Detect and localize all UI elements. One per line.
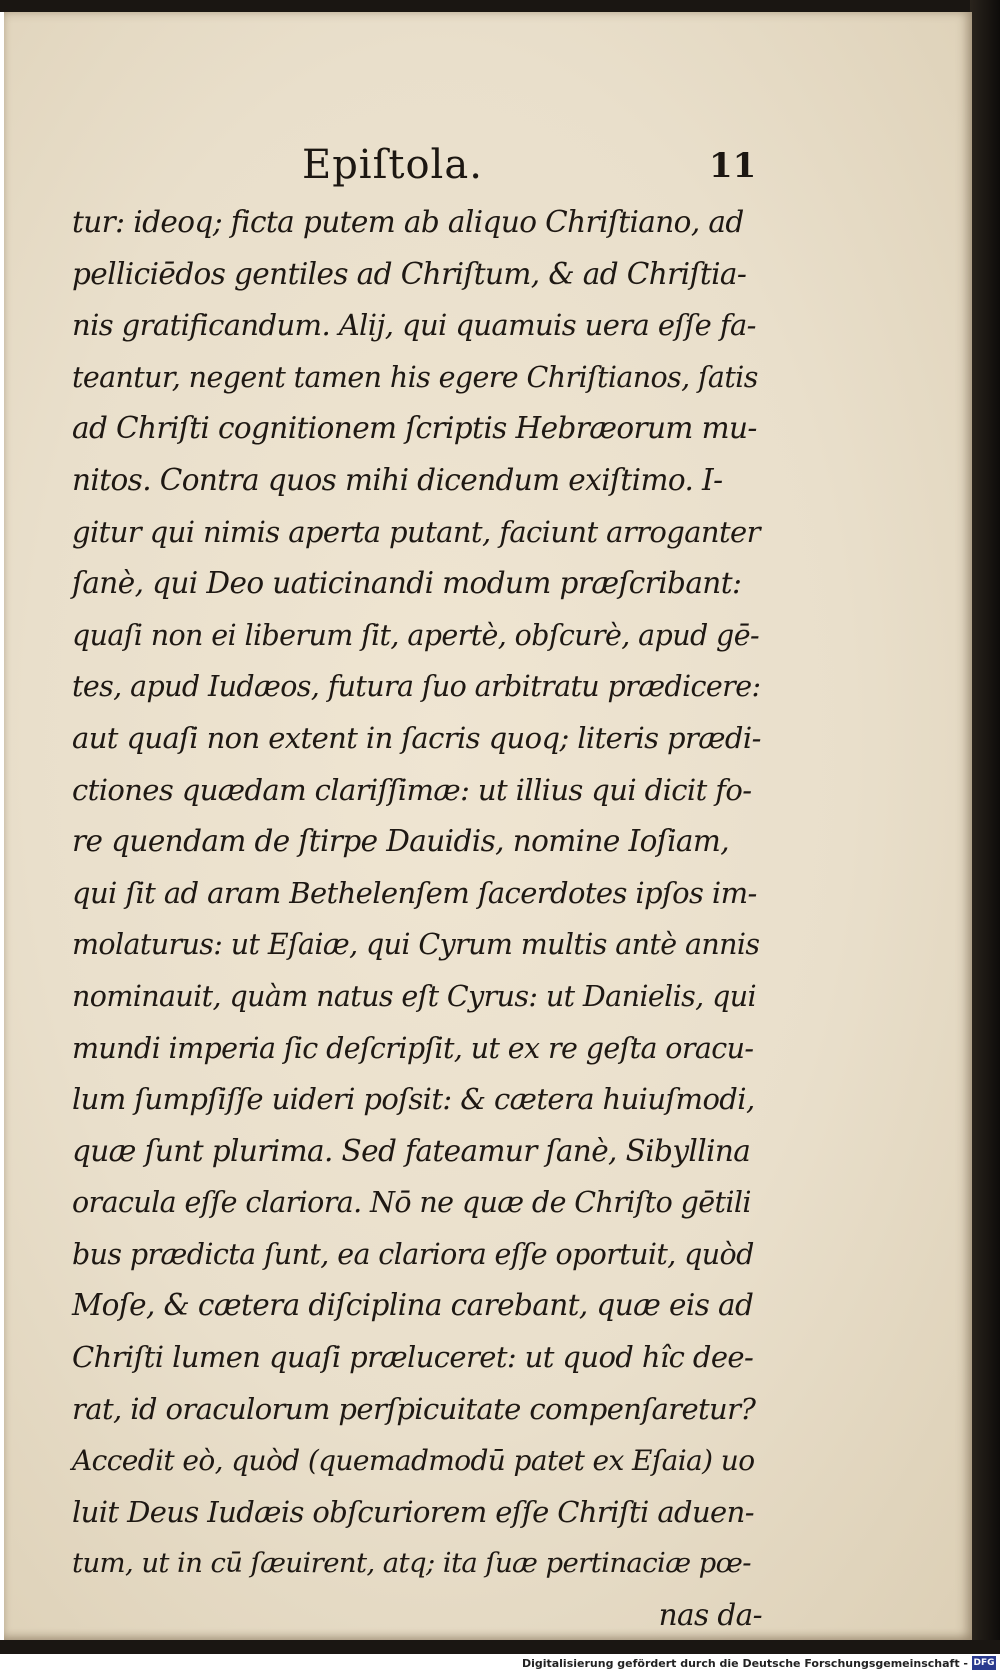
text-line: gitur qui nimis aperta putant, faciunt arroganter: [72, 514, 760, 549]
text-line: mundi imperia ſic deſcripſit, ut ex re geſta oracu-: [72, 1031, 754, 1065]
text-line: rat, id oraculorum perſpicuitate compenſaretur?: [72, 1391, 756, 1426]
text-line: re quendam de ſtirpe Dauidis, nomine Ioſiam,: [72, 824, 730, 859]
text-line: tum, ut in cū ſæuirent, atq; ita ſuæ pertinaciæ pœ-: [72, 1547, 751, 1580]
text-line: Moſe, & cætera diſciplina carebant, quæ eis ad: [72, 1288, 754, 1323]
text-line: ad Chriſti cognitionem ſcriptis Hebræorum mu-: [72, 411, 757, 446]
text-line: nis gratificandum. Alij, qui quamuis uera eſſe fa-: [72, 308, 756, 343]
catchword: nas da-: [658, 1598, 762, 1633]
text-line: pelliciēdos gentiles ad Chriſtum, & ad Chriſtia-: [72, 256, 747, 291]
scan-border-top: [0, 0, 1000, 12]
text-line: teantur, negent tamen his egere Chriſtianos, ſatis: [72, 360, 758, 394]
text-line: luit Deus Iudæis obſcuriorem eſſe Chriſti aduen-: [72, 1494, 754, 1529]
body-text: [72, 197, 762, 1642]
text-line: ctiones quædam clariſſimæ: ut illius qui dicit fo-: [72, 772, 752, 807]
text-line: quaſi non ei liberum ſit, apertè, obſcurè, apud gē-: [72, 618, 759, 652]
text-line: oracula eſſe clariora. Nō ne quæ de Chriſto gētili: [72, 1186, 751, 1220]
dfg-logo-icon: DFG: [973, 1658, 995, 1668]
text-line: quæ ſunt plurima. Sed fateamur ſanè, Sibyllina: [72, 1133, 751, 1168]
text-line: tur: ideoq; ficta putem ab aliquo Chriſtiano, ad: [72, 205, 744, 239]
text-line: nitos. Contra quos mihi dicendum exiſtimo. I-: [72, 462, 723, 497]
scan-border-right: [970, 0, 1000, 1652]
page-number: 11: [709, 146, 757, 186]
scan-border-bottom: [0, 1640, 1000, 1654]
text-line: aut quaſi non extent in ſacris quoq; literis prædi-: [72, 720, 761, 755]
text-line: ſanè, qui Deo uaticinandi modum præſcribant:: [72, 566, 742, 601]
scan-footer: [0, 1654, 1000, 1674]
text-line: nominauit, quàm natus eſt Cyrus: ut Danielis, qui: [72, 979, 756, 1013]
text-line: molaturus: ut Eſaiæ, qui Cyrum multis antè annis: [72, 928, 760, 962]
book-page: [4, 12, 972, 1640]
text-line: tes, apud Iudæos, futura ſuo arbitratu prædicere:: [72, 670, 761, 704]
page-header: [4, 142, 972, 202]
text-line: Chriſti lumen quaſi præluceret: ut quod hîc dee-: [72, 1340, 754, 1375]
digitization-credit: Digitalisierung gefördert durch die Deutsche Forschungsgemeinschaft -: [521, 1657, 968, 1670]
text-line: lum ſumpſiſſe uideri poſsit: & cætera huiuſmodi,: [72, 1082, 755, 1117]
text-line: bus prædicta ſunt, ea clariora eſſe oportuit, quòd: [72, 1237, 754, 1271]
text-line: Accedit eò, quòd (quemadmodū patet ex Eſaia) uo: [72, 1444, 755, 1478]
text-line: qui ſit ad aram Bethelenſem ſacerdotes ipſos im-: [72, 875, 757, 910]
running-head: Epiſtola.: [302, 142, 483, 188]
